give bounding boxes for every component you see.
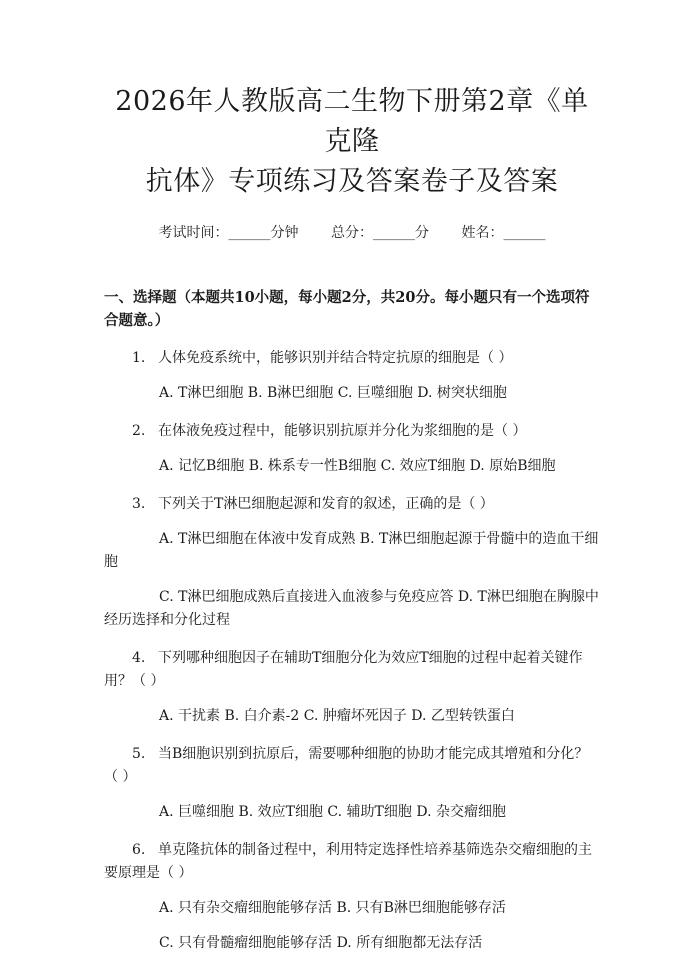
question-number: 3. [132,496,146,512]
total-score-field[interactable]: 总分：______分 [331,225,429,241]
section-header: 一、选择题（本题共10小题，每小题2分，共20分。每小题只有一个选项符合题意。） [104,289,590,329]
question-number: 1. [132,350,146,366]
question-4 [104,647,600,728]
title-line-1: 2026年人教版高二生物下册第2章《单克隆 [115,86,589,157]
question-stem: 下列关于T淋巴细胞起源和发育的叙述，正确的是（ ） [158,496,494,512]
question-options: A. 干扰素 B. 白介素-2 C. 肿瘤坏死因子 D. 乙型转铁蛋白 [159,708,515,724]
question-stem: 下列哪种细胞因子在辅助T细胞分化为效应T细胞的过程中起着关键作用？（ ） [104,650,583,689]
title-line-2: 抗体》专项练习及答案卷子及答案 [145,166,559,197]
student-name-field[interactable]: 姓名：______ [461,225,546,241]
exam-time-field[interactable]: 考试时间：______分钟 [158,225,299,241]
document-title [104,0,600,202]
question-options: C. 只有骨髓瘤细胞能够存活 D. 所有细胞都无法存活 [159,935,483,951]
question-stem: 在体液免疫过程中，能够识别抗原并分化为浆细胞的是（ ） [158,423,527,439]
question-options: A. T淋巴细胞 B. B淋巴细胞 C. 巨噬细胞 D. 树突状细胞 [159,385,507,401]
question-options: C. T淋巴细胞成熟后直接进入血液参与免疫应答 D. T淋巴细胞在胸腺中经历选择和分化过程 [104,589,599,628]
question-number: 4. [132,650,146,666]
question-options: A. 只有杂交瘤细胞能够存活 B. 只有B淋巴细胞能够存活 [159,900,506,916]
question-5 [104,743,600,824]
question-stem: 当B细胞识别到抗原后，需要哪种细胞的协助才能完成其增殖和分化？（ ） [104,746,589,785]
question-options: A. 记忆B细胞 B. 株系专一性B细胞 C. 效应T细胞 D. 原始B细胞 [159,458,556,474]
question-number: 2. [132,423,146,439]
question-options: A. T淋巴细胞在体液中发育成熟 B. T淋巴细胞起源于骨髓中的造血干细胞 [104,531,599,570]
question-number: 6. [132,842,146,858]
question-list [104,347,600,955]
question-stem: 单克隆抗体的制备过程中，利用特定选择性培养基筛选杂交瘤细胞的主要原理是（ ） [104,842,592,881]
question-stem: 人体免疫系统中，能够识别并结合特定抗原的细胞是（ ） [158,350,513,366]
question-options: A. 巨噬细胞 B. 效应T细胞 C. 辅助T细胞 D. 杂交瘤细胞 [159,804,506,820]
question-number: 5. [132,746,146,762]
question-3 [104,493,600,632]
question-2 [104,420,600,478]
question-6 [104,839,600,955]
exam-meta [104,222,600,242]
question-1 [104,347,600,405]
